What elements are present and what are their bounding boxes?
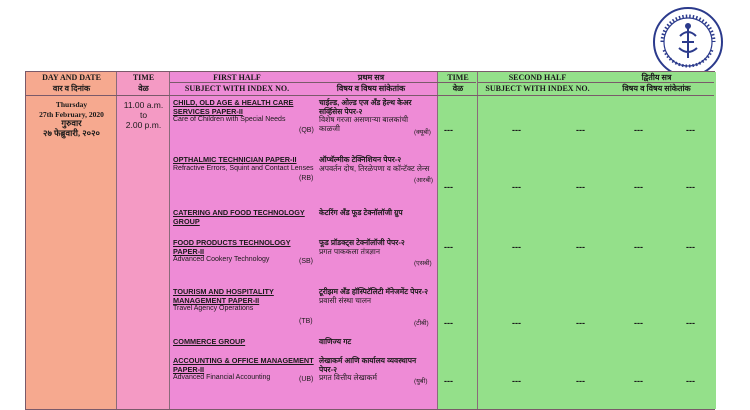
- subject-title-mr: केटरिंग अँड फूड टेक्नॉलॉजी ग्रुप: [319, 208, 403, 217]
- header-second-half-mr: द्वितीय सत्र: [641, 73, 672, 82]
- subject-paper-mr: अपवर्तन दोष, तिरळेपणा व कॉन्टॅक्ट लेन्स: [319, 163, 430, 173]
- second-half-dash-2d: ---: [686, 182, 695, 192]
- subject-code: (SB): [299, 258, 313, 265]
- second-half-dash-4d: ---: [686, 318, 695, 328]
- second-half-dash-2a: ---: [512, 182, 521, 192]
- subject-code: (RB): [299, 175, 314, 182]
- subject-code: (QB): [299, 127, 314, 134]
- header-second-half-en: SECOND HALF: [508, 73, 567, 82]
- subject-en: [173, 156, 319, 173]
- subject-code: (UB): [299, 376, 314, 383]
- time-to: to: [139, 110, 148, 120]
- second-half-dash-5c: ---: [634, 376, 643, 386]
- time-start: 11.00 a.m.: [123, 100, 164, 110]
- time2-dash-1: ---: [444, 125, 453, 135]
- second-half-dash-3d: ---: [686, 242, 695, 252]
- subject-en: [173, 338, 319, 347]
- day-en: Thursday: [55, 100, 88, 109]
- subject-paper: Travel Agency Operations: [173, 305, 254, 313]
- subject-title: OPTHALMIC TECHNICIAN PAPER-II: [173, 155, 297, 164]
- subject-code-mr: (आरबी): [414, 177, 434, 184]
- second-half-dash-4a: ---: [512, 318, 521, 328]
- subject-en: [173, 239, 319, 265]
- second-half-dash-4c: ---: [634, 318, 643, 328]
- subject-title: COMMERCE GROUP: [173, 337, 246, 346]
- subject-en: [173, 209, 319, 226]
- header-first-half-mr: प्रथम सत्र: [357, 73, 385, 82]
- header-time2-mr: वेळ: [452, 84, 464, 93]
- exam-date-cell: [26, 100, 117, 138]
- second-half-dash-2b: ---: [576, 182, 585, 192]
- second-half-dash-1d: ---: [686, 125, 695, 135]
- subject-code-mr: (एसबी): [414, 260, 432, 267]
- second-half-dash-3b: ---: [576, 242, 585, 252]
- second-half-dash-3a: ---: [512, 242, 521, 252]
- subject-paper-mr: प्रगत वित्तीय लेखाकर्म: [319, 373, 377, 383]
- header-subject-mr: विषय व विषय सांकेतांक: [336, 84, 406, 93]
- subject-title: TOURISM AND HOSPITALITY MANAGEMENT PAPER-II: [173, 287, 274, 305]
- subject-title-mr: वाणिज्य गट: [319, 337, 352, 346]
- exam-timetable: [25, 71, 715, 410]
- date-en: 27th February, 2020: [39, 109, 104, 119]
- second-half-dash-5d: ---: [686, 376, 695, 386]
- header-time2-en: TIME: [447, 73, 469, 82]
- subject-en: [173, 357, 319, 383]
- header-time-en: TIME: [132, 73, 155, 82]
- second-half-dash-1b: ---: [576, 125, 585, 135]
- header-subject2-mr: विषय व विषय सांकेतांक: [622, 84, 691, 93]
- time2-column: [438, 72, 478, 409]
- subject-code-mr: (क्यूबी): [414, 129, 431, 136]
- header-first-half-en: FIRST HALF: [213, 73, 261, 82]
- time-end: 2.00 p.m.: [125, 120, 162, 130]
- subject-mr: [319, 288, 431, 305]
- subject-title-mr: ऑप्थॅल्मीक टेक्निशियन पेपर-२: [319, 155, 402, 164]
- time2-dash-3: ---: [444, 242, 453, 252]
- subject-title: FOOD PRODUCTS TECHNOLOGY PAPER-II: [173, 238, 291, 256]
- subject-paper: Care of Children with Special Needs: [173, 116, 286, 124]
- exam-time-cell: [117, 100, 170, 130]
- time2-dash-2: ---: [444, 182, 453, 192]
- subject-title-mr: फूड प्रॉडक्ट्स टेक्नॉलॉजी पेपर-२: [319, 238, 405, 247]
- header-bottom-line: [26, 95, 714, 96]
- second-half-dash-5a: ---: [512, 376, 521, 386]
- subject-mr: [319, 209, 431, 218]
- header-day-date-mr: वार व दिनांक: [52, 84, 91, 93]
- second-half-dash-5b: ---: [576, 376, 585, 386]
- board-seal-logo: [652, 6, 724, 78]
- subject-paper-mr: प्रवासी संस्था चालन: [319, 295, 372, 305]
- time2-dash-4: ---: [444, 318, 453, 328]
- subject-en: [173, 99, 319, 125]
- subject-mr: [319, 338, 431, 347]
- subject-mr: [319, 156, 431, 173]
- subject-paper: Advanced Financial Accounting: [173, 374, 271, 382]
- header-time-mr: वेळ: [138, 84, 149, 93]
- header-subject-en: SUBJECT WITH INDEX NO.: [184, 84, 290, 93]
- second-half-dash-1a: ---: [512, 125, 521, 135]
- second-half-dash-3c: ---: [634, 242, 643, 252]
- second-half-dash-4b: ---: [576, 318, 585, 328]
- subject-title: CATERING AND FOOD TECHNOLOGY GROUP: [173, 208, 305, 226]
- subject-title: ACCOUNTING & OFFICE MANAGEMENT PAPER-II: [173, 356, 314, 374]
- subject-paper-mr: विशेष गरजा असणाऱ्या बालकांची काळजी: [319, 115, 409, 133]
- subject-title-mr: लेखाकर्म आणि कार्यालय व्यवस्थापन पेपर-२: [319, 356, 417, 374]
- header-day-date-en: DAY AND DATE: [42, 73, 101, 82]
- subject-title-mr: टूरीझम अँड हॉस्पिटॅलिटी मॅनेजमेंट पेपर-२: [319, 287, 429, 296]
- subject-code: (TB): [299, 318, 313, 325]
- subject-paper-mr: प्रगत पाककला तंत्रज्ञान: [319, 246, 381, 256]
- subject-title-mr: चाईल्ड, ओल्ड एज अँड हेल्थ केअर सर्व्हिसेस पेपर-२: [319, 98, 412, 116]
- subject-en: [173, 288, 319, 314]
- second-half-dash-2c: ---: [634, 182, 643, 192]
- day-mr: गुरुवार: [61, 118, 82, 128]
- second-half-column: [478, 72, 716, 409]
- subject-paper: Advanced Cookery Technology: [173, 256, 270, 264]
- header-subject2-en: SUBJECT WITH INDEX NO.: [485, 84, 590, 93]
- date-mr: २७ फेब्रुवारी, २०२०: [43, 127, 100, 138]
- subject-title: CHILD, OLD AGE & HEALTH CARE SERVICES PAPER-II: [173, 98, 294, 116]
- subject-paper: Refractive Errors, Squint and Contact Lenses: [173, 164, 314, 172]
- subject-mr: [319, 239, 431, 256]
- second-half-dash-1c: ---: [634, 125, 643, 135]
- subject-code-mr: (टीबी): [414, 320, 429, 327]
- subject-code-mr: (युबी): [414, 378, 428, 385]
- time2-dash-5: ---: [444, 376, 453, 386]
